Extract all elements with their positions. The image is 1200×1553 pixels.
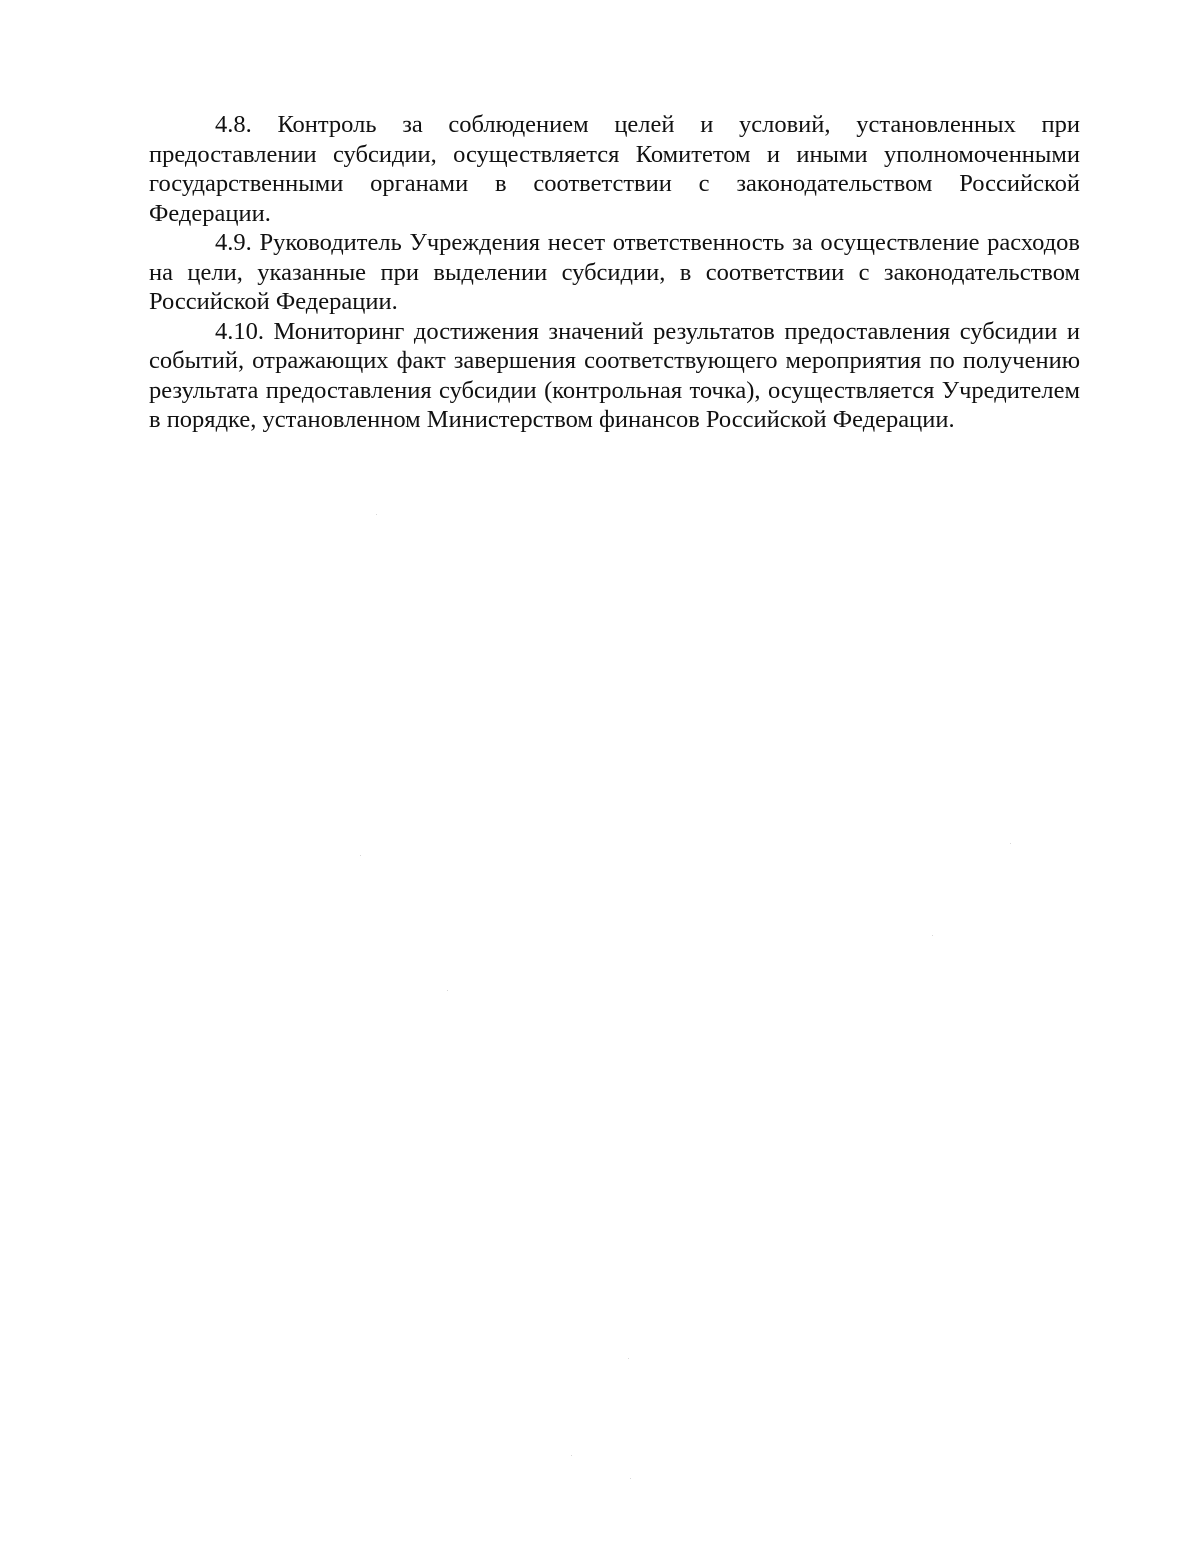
- document-body: [149, 110, 1080, 435]
- paragraph-number: 4.10.: [215, 317, 264, 345]
- paragraph-number: 4.8.: [215, 111, 252, 138]
- scan-speck: [1010, 843, 1011, 844]
- scan-speck: [932, 935, 933, 936]
- paragraph-text: Мониторинг достижения значений результатов предоставления субсидии и событий, отражающих факт завершения соответствующего мероприятия по получению результата предоставления субсидии (контрольная точка), осуществляется Учредителем в порядке, установленном Министерством финансов Российской Федерации.: [149, 317, 1080, 433]
- paragraph-text: Руководитель Учреждения несет ответственность за осуществление расходов на цели, указанные при выделении субсидии, в соответствии с законодательством Российской Федерации.: [149, 229, 1080, 315]
- paragraph-text: Контроль за соблюдением целей и условий, установленных при предоставлении субсидии, осуществляется Комитетом и иными уполномоченными государственными органами в соответствии с законодательством Российской Федерации.: [149, 111, 1081, 227]
- scan-speck: [630, 1478, 631, 1479]
- paragraph-4-8: [149, 110, 1080, 228]
- scan-speck: [376, 514, 377, 515]
- paragraph-4-9: [149, 228, 1080, 317]
- scan-speck: [447, 990, 448, 991]
- paragraph-number: 4.9.: [215, 229, 252, 256]
- scan-speck: [628, 1358, 629, 1359]
- scan-speck: [571, 1455, 572, 1456]
- scan-speck: [360, 855, 361, 856]
- paragraph-4-10: [149, 317, 1080, 435]
